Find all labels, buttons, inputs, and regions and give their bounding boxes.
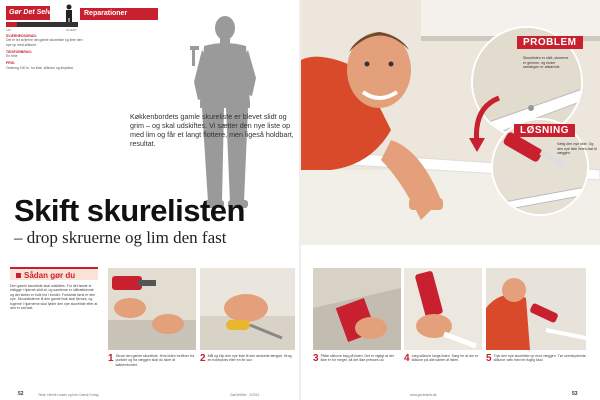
- category-label: Reparationer: [80, 8, 158, 20]
- step-image-3: [313, 268, 401, 350]
- how-to-heading-text: Sådan gør du: [24, 271, 76, 280]
- step-photo-2: [200, 268, 295, 350]
- step-caption: [486, 354, 586, 364]
- solution-text: Vælg den nye liste. Og den nye liste limes fast til væggen.: [557, 142, 597, 155]
- intro-text: Køkkenbordets gamle skureliste er blevet slidt og grim – og skal udskiftes. Vi sætter den nye liste op med lim og får et langt flottere, men ligeså holdbart, resultat.: [130, 112, 294, 148]
- step-image-2: [200, 268, 295, 350]
- step-caption: [108, 354, 196, 367]
- step-text: Tryk den nye skureliste op mod væggen. Tør overskydende silikone væk med en fugtig klud.: [493, 354, 586, 363]
- article-subtitle: – drop skruerne og lim den fast: [14, 228, 227, 247]
- hero-photo: [301, 0, 600, 245]
- info-text: En time: [6, 54, 18, 59]
- info-box: [6, 34, 86, 70]
- info-text: Det er let at fjerne det gamle skureliste og lime den nye op med silikone.: [6, 38, 83, 47]
- step-caption: [404, 354, 482, 364]
- step-image-5: [486, 268, 586, 350]
- how-to-text: Den gamle skureliste skal udskiftes. For det første er elsligge i hjørnet slidt af, og samlerne er utiltrækkende og det skiber er folie ind i bordet. Forsamle først er den nye. Skrueslisterne til den gamle liste skal fjernes, og fugerne i hjørnerne skal fylder den nye skureliste efter at den er sat fast.: [10, 284, 98, 311]
- scale-left-label: LET: [6, 28, 12, 32]
- step-number: 1: [108, 353, 114, 364]
- worker-icon: [62, 4, 76, 24]
- scale-right-label: SVÆRT: [66, 28, 77, 32]
- footer-credit: Tekst: Henrik Larsen og foto: Dansk Forlag: [38, 393, 99, 397]
- step-caption: [200, 354, 295, 364]
- info-label: PRIS:: [6, 61, 16, 66]
- footer-url: www.gordetselv.dk: [410, 393, 437, 397]
- step-text: Mål og klip den nye liste til den ønskede længde. Brug en hobbykniv eller en fin sav.: [207, 354, 292, 363]
- step-caption: [313, 354, 401, 364]
- step-photo-4: [404, 268, 482, 350]
- step-text: Påfør silikone bag på listen. Det er vigtigt at der ikke er for meget, så det ikke presses ud.: [320, 354, 395, 363]
- section-label: Gør Det Selv: [6, 6, 50, 20]
- problem-text: Skurelisten er slidt, skruerne er grimme, og ender samlingen er afslørede.: [523, 56, 569, 69]
- info-text: Omkring 100 kr. for liste, silikone og limpistol.: [6, 65, 74, 70]
- step-photo-3: [313, 268, 401, 350]
- step-text: Skrue den gamle skureliste. Hvis listen forbliver fra punkter og fra væggen skal du sikre at køkkenbordet.: [115, 354, 195, 367]
- article-title: Skift skurelisten: [14, 193, 245, 228]
- step-photo-5: [486, 268, 586, 350]
- step-image-4: [404, 268, 482, 350]
- heading-square-icon: [16, 273, 21, 278]
- difficulty-fill: [6, 22, 17, 27]
- footer-issue: GørDetSelv · 2/2013: [230, 393, 260, 397]
- page-gutter: [299, 0, 301, 400]
- step-number: 2: [200, 353, 206, 364]
- difficulty-bar: [6, 22, 78, 27]
- step-image-1: [108, 268, 196, 350]
- how-to-heading: [10, 267, 98, 280]
- step-number: 5: [486, 353, 492, 364]
- step-number: 4: [404, 353, 410, 364]
- page-number-right: 53: [572, 391, 578, 397]
- solution-badge: LØSNING: [514, 124, 575, 137]
- page-number-left: 52: [18, 391, 24, 397]
- step-text: Læg silikone langs listen. Sørg for at der er silikone på alle kanter af listen.: [411, 354, 479, 363]
- info-label: TIDSFORBRUG:: [6, 49, 32, 54]
- step-photo-1: [108, 268, 196, 350]
- info-label: SVÆRHEDSGRAD:: [6, 34, 37, 38]
- step-number: 3: [313, 353, 319, 364]
- problem-badge: PROBLEM: [517, 36, 583, 49]
- arrow-icon: [465, 94, 505, 154]
